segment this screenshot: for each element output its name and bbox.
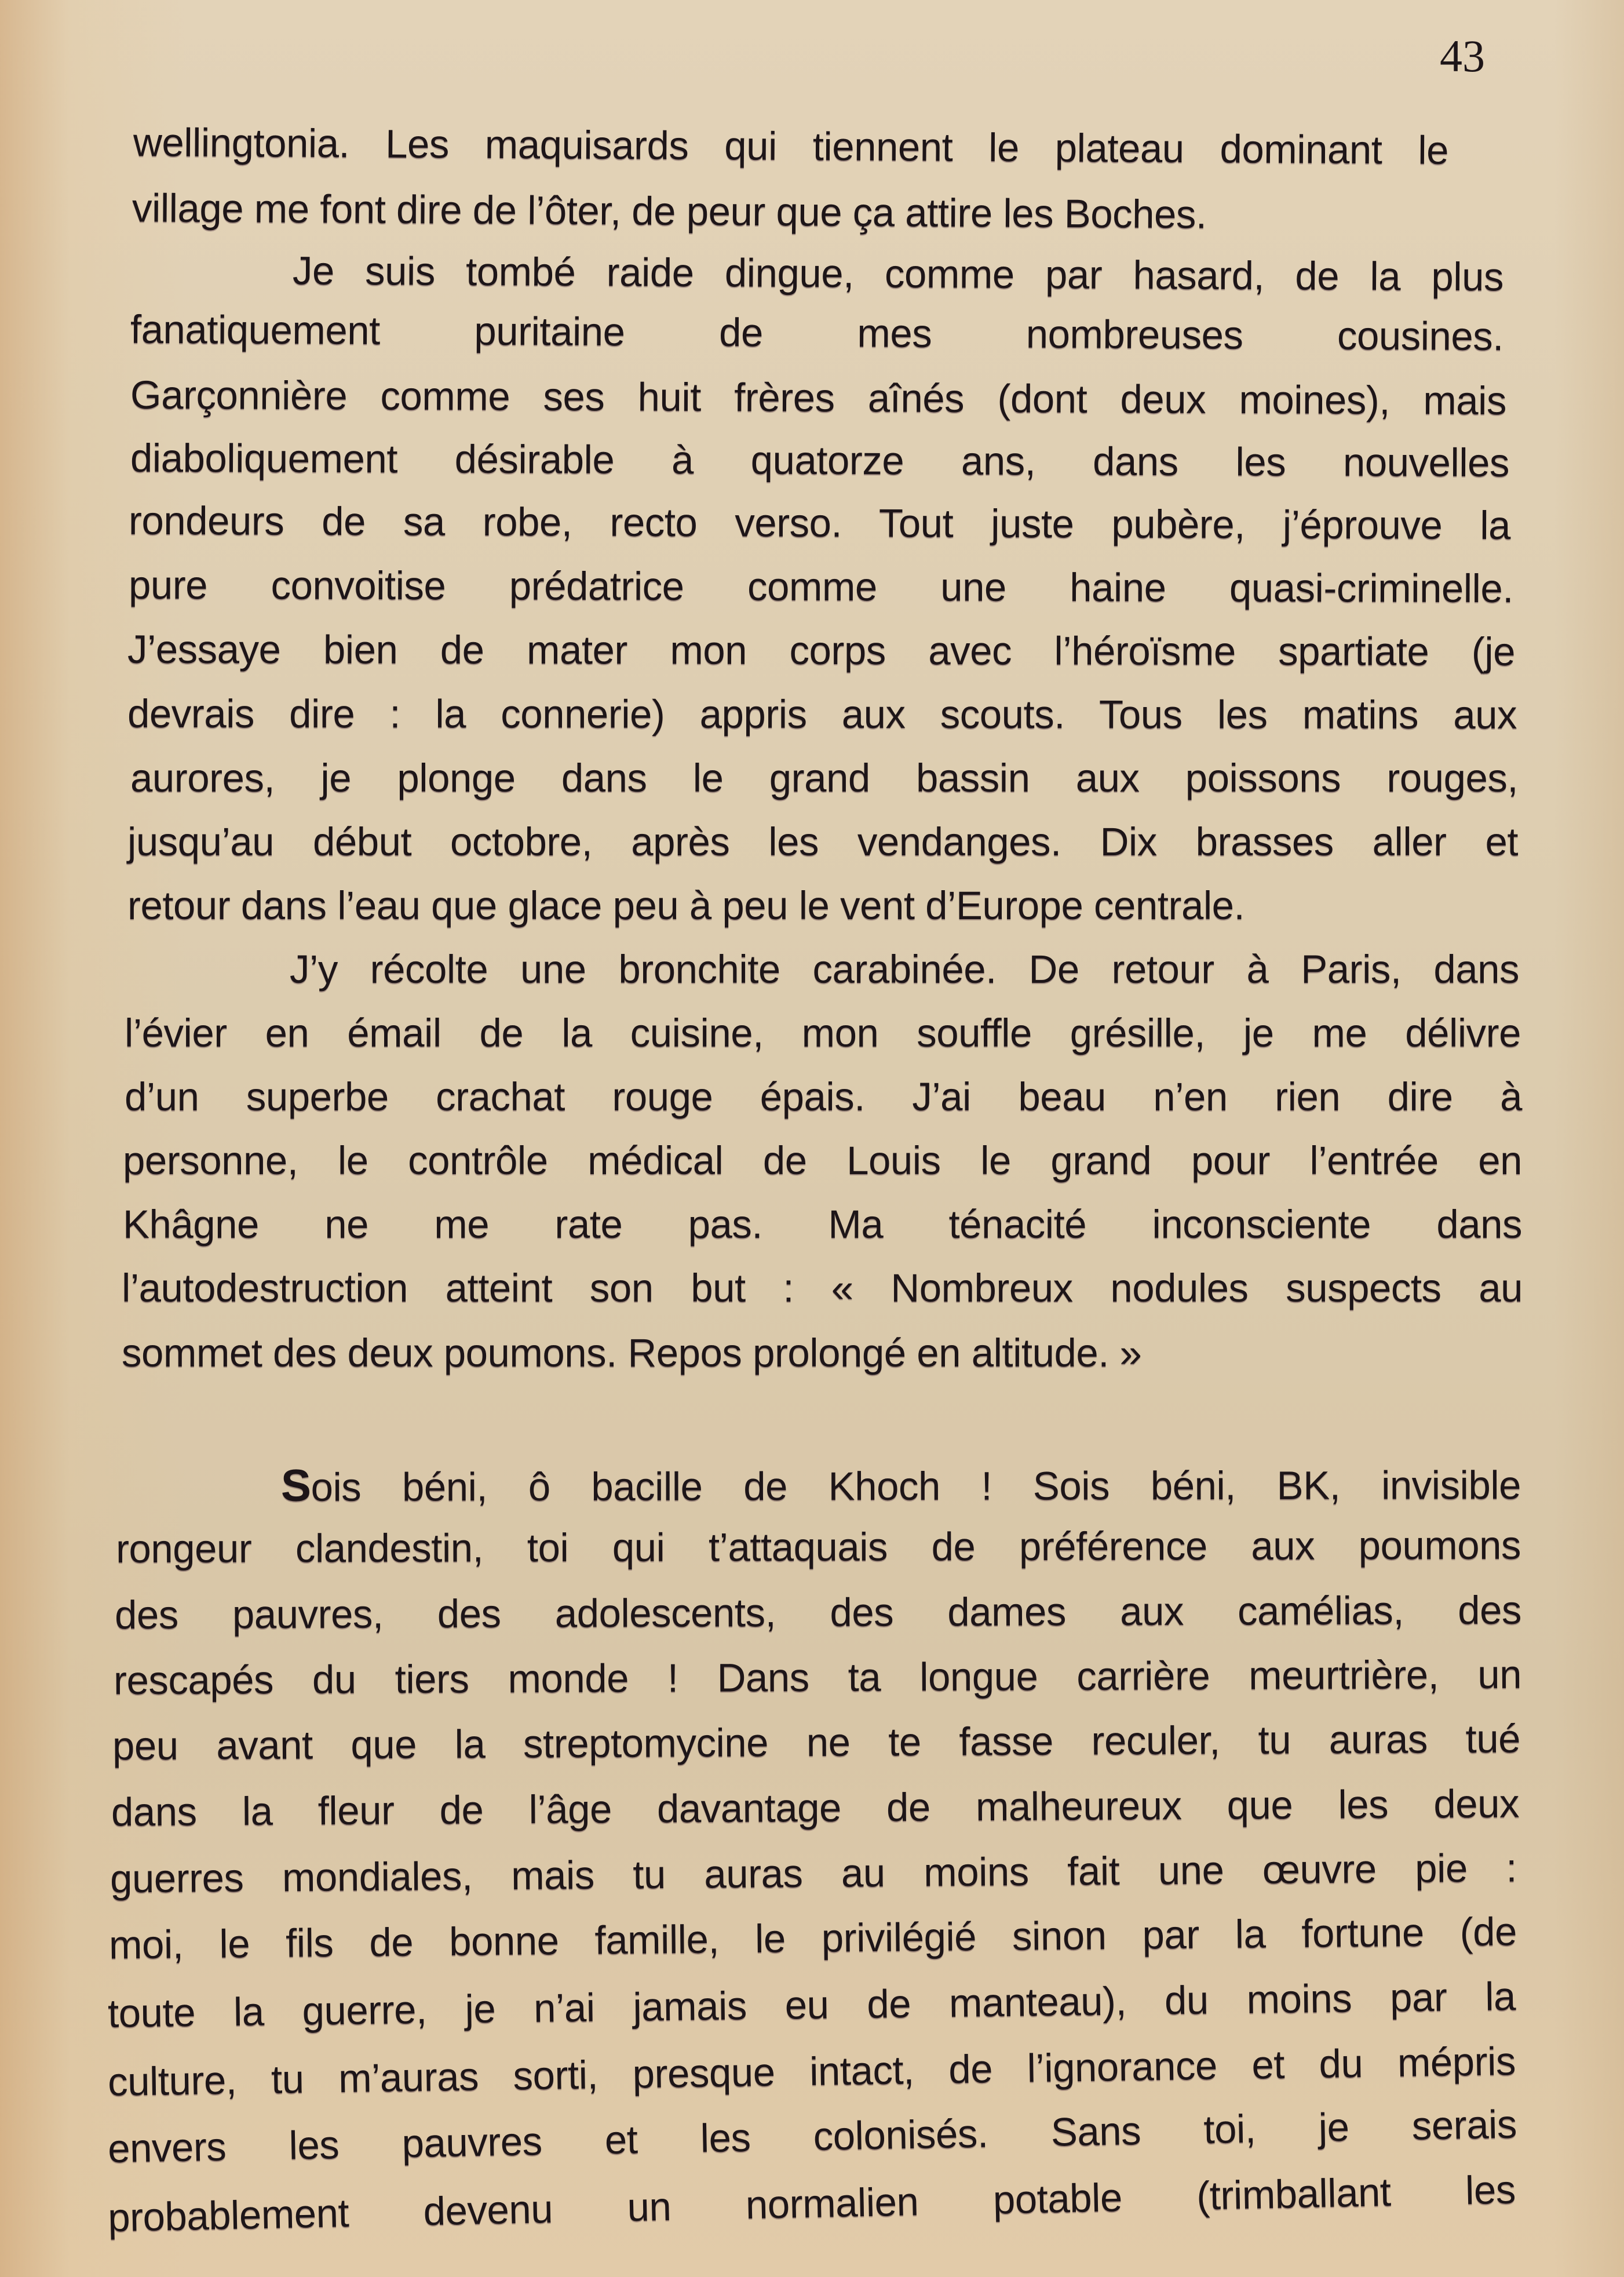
text-line: retour dans l’eau que glace peu à peu le vent d’Europe centrale. <box>127 883 1245 928</box>
text-line: J’essaye bien de mater mon corps avec l’héroïsme spartiate (je <box>127 626 1516 675</box>
text-line: Garçonnière comme ses huit frères aînés (dont deux moines), mais <box>130 372 1507 424</box>
text-line: rongeur clandestin, toi qui t’attaquais de préférence aux poumons <box>115 1522 1521 1572</box>
drop-cap: S <box>280 1459 311 1511</box>
text-line: village me font dire de l’ôter, de peur que ça attire les Boches. <box>132 185 1207 237</box>
text-line: diaboliquement désirable à quatorze ans, dans les nouvelles <box>130 435 1510 486</box>
text-line: personne, le contrôle médical de Louis le grand pour l’entrée en <box>123 1138 1522 1183</box>
text-line: toute la guerre, je n’ai jamais eu de manteau), du moins par la <box>107 1974 1516 2036</box>
text-run: ois béni, ô bacille de Khoch ! Sois béni, BK, invisible <box>311 1463 1521 1510</box>
text-line: culture, tu m’auras sorti, presque intact, de l’ignorance et du mépris <box>107 2038 1516 2105</box>
text-line: guerres mondiales, mais tu auras au moins fait une œuvre pie : <box>110 1845 1517 1901</box>
text-line: probablement devenu un normalien potable (trimballant les <box>107 2167 1516 2240</box>
paragraph-first-line <box>280 1459 1521 1511</box>
paragraph-first-line: Je suis tombé raide dingue, comme par hasard, de la plus <box>292 248 1504 300</box>
text-line: d’un superbe crachat rouge épais. J’ai beau n’en rien dire à <box>125 1074 1522 1119</box>
text-line: des pauvres, des adolescents, des dames aux camélias, des <box>114 1587 1522 1638</box>
text-line: dans la fleur de l’âge davantage de malheureux que les deux <box>111 1781 1520 1835</box>
text-line: pure convoitise prédatrice comme une haine quasi-criminelle. <box>128 562 1514 611</box>
text-line: envers les pauvres et les colonisés. Sans toi, je serais <box>107 2101 1517 2172</box>
text-line: Khâgne ne me rate pas. Ma ténacité inconsciente dans <box>123 1202 1522 1247</box>
text-line: rondeurs de sa robe, recto verso. Tout juste pubère, j’éprouve la <box>128 498 1511 548</box>
paragraph-first-line: J’y récolte une bronchite carabinée. De retour à Paris, dans <box>290 947 1519 992</box>
text-line: moi, le fils de bonne famille, le privilégié sinon par la fortune (de <box>108 1909 1517 1968</box>
text-line: aurores, je plonge dans le grand bassin aux poissons rouges, <box>130 756 1518 800</box>
text-line: l’autodestruction atteint son but : « Nombreux nodules suspects au <box>122 1266 1523 1310</box>
text-line: peu avant que la streptomycine ne te fasse reculer, tu auras tué <box>112 1716 1521 1769</box>
text-line: wellingtonia. Les maquisards qui tiennent le plateau dominant le <box>133 120 1449 173</box>
text-line: jusqu’au début octobre, après les vendanges. Dix brasses aller et <box>127 819 1518 864</box>
text-line: l’évier en émail de la cuisine, mon souffle grésille, je me délivre <box>125 1011 1521 1055</box>
text-line: devrais dire : la connerie) appris aux scouts. Tous les matins aux <box>127 691 1517 738</box>
text-line: rescapés du tiers monde ! Dans ta longue carrière meurtrière, un <box>113 1652 1522 1703</box>
text-line: fanatiquement puritaine de mes nombreuses cousines. <box>130 307 1504 359</box>
page-number: 43 <box>1440 31 1485 81</box>
text-line: sommet des deux poumons. Repos prolongé en altitude. » <box>122 1331 1142 1375</box>
